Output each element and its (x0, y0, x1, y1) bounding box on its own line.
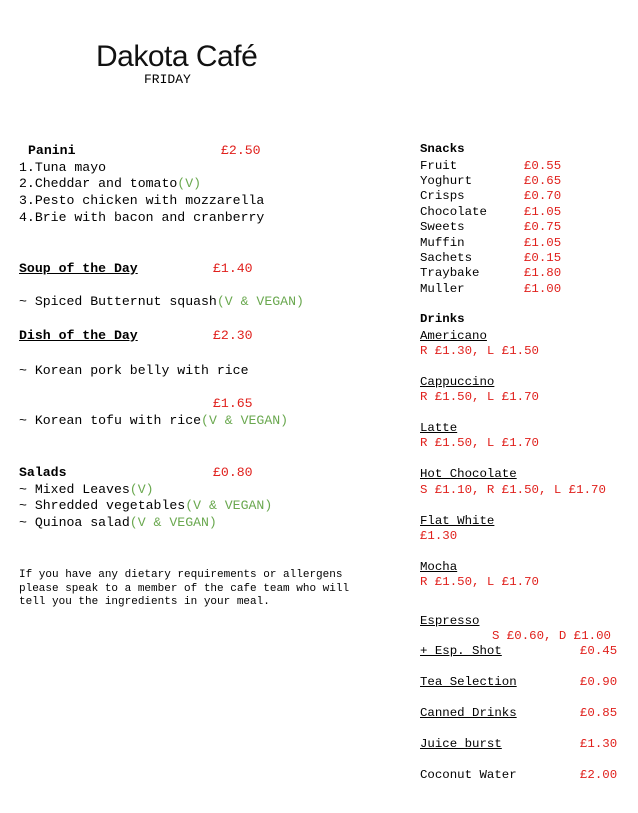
snack-name: Muller (420, 282, 465, 296)
snack-name: Crisps (420, 189, 465, 203)
diet-tag: (V) (177, 176, 202, 191)
diet-tag: (V & VEGAN) (185, 498, 273, 513)
drink-price: R £1.50, L £1.70 (420, 390, 539, 404)
snacks-title: Snacks (420, 142, 465, 156)
panini-item: 4.Brie with bacon and cranberry (19, 210, 265, 225)
snack-price: £1.05 (524, 205, 562, 219)
drink-name: Canned Drinks (420, 706, 517, 720)
snack-name: Yoghurt (420, 174, 473, 188)
snack-name: Chocolate (420, 205, 487, 219)
drink-name: Juice burst (420, 737, 502, 751)
snack-name: Sachets (420, 251, 473, 265)
snack-price: £0.65 (524, 174, 562, 188)
diet-tag: (V & VEGAN) (129, 515, 217, 530)
salads-title: Salads (19, 465, 67, 480)
drink-price: R £1.50, L £1.70 (420, 436, 539, 450)
snack-price: £0.55 (524, 159, 562, 173)
dish-item-2: ~ Korean tofu with rice(V & VEGAN) (19, 413, 289, 428)
panini-title: Panini (28, 143, 76, 158)
drink-price: £0.90 (580, 675, 618, 689)
drink-name: Coconut Water (420, 768, 517, 782)
snack-name: Muffin (420, 236, 465, 250)
snack-price: £1.00 (524, 282, 562, 296)
soup-price: £1.40 (213, 261, 253, 276)
drink-price: £0.85 (580, 706, 618, 720)
drink-price: R £1.30, L £1.50 (420, 344, 539, 358)
drink-name: Mocha (420, 560, 458, 574)
drinks-title: Drinks (420, 312, 465, 326)
diet-tag: (V) (129, 482, 154, 497)
drink-name: Cappuccino (420, 375, 495, 389)
shot-name: + Esp. Shot (420, 644, 502, 658)
soup-title: Soup of the Day (19, 261, 138, 276)
snack-price: £0.75 (524, 220, 562, 234)
salad-item: ~ Quinoa salad(V & VEGAN) (19, 515, 217, 530)
drink-name: Tea Selection (420, 675, 517, 689)
snack-price: £0.70 (524, 189, 562, 203)
panini-price: £2.50 (221, 143, 261, 158)
drink-price: £2.00 (580, 768, 618, 782)
drink-name: Americano (420, 329, 487, 343)
drink-price: S £1.10, R £1.50, L £1.70 (420, 483, 606, 497)
espresso-price: S £0.60, D £1.00 (492, 629, 611, 643)
allergen-notice: If you have any dietary requirements or allergens please speak to a member of the cafe team who will tell you the ingredients in your meal. (19, 569, 350, 609)
diet-tag: (V & VEGAN) (216, 294, 304, 309)
snack-name: Traybake (420, 266, 480, 280)
drink-price: £1.30 (420, 529, 458, 543)
drink-name: Latte (420, 421, 458, 435)
shot-price: £0.45 (580, 644, 618, 658)
snack-price: £1.80 (524, 266, 562, 280)
drink-price: R £1.50, L £1.70 (420, 575, 539, 589)
soup-item: ~ Spiced Butternut squash(V & VEGAN) (19, 294, 304, 309)
drink-name: Flat White (420, 514, 495, 528)
panini-item: 3.Pesto chicken with mozzarella (19, 193, 265, 208)
salads-price: £0.80 (213, 465, 253, 480)
snack-name: Sweets (420, 220, 465, 234)
dish-item: ~ Korean pork belly with rice (19, 363, 249, 378)
drink-price: £1.30 (580, 737, 618, 751)
day-label: FRIDAY (144, 72, 191, 87)
drink-name: Hot Chocolate (420, 467, 517, 481)
salad-item: ~ Shredded vegetables(V & VEGAN) (19, 498, 273, 513)
snack-price: £1.05 (524, 236, 562, 250)
salad-item: ~ Mixed Leaves(V) (19, 482, 154, 497)
dish-price-2: £1.65 (213, 396, 253, 411)
snack-name: Fruit (420, 159, 458, 173)
diet-tag: (V & VEGAN) (201, 413, 289, 428)
cafe-name: Dakota Café (96, 40, 258, 73)
dish-price: £2.30 (213, 328, 253, 343)
panini-item: 2.Cheddar and tomato(V) (19, 176, 202, 191)
panini-item: 1.Tuna mayo (19, 160, 107, 175)
espresso-name: Espresso (420, 614, 480, 628)
dish-title: Dish of the Day (19, 328, 138, 343)
snack-price: £0.15 (524, 251, 562, 265)
